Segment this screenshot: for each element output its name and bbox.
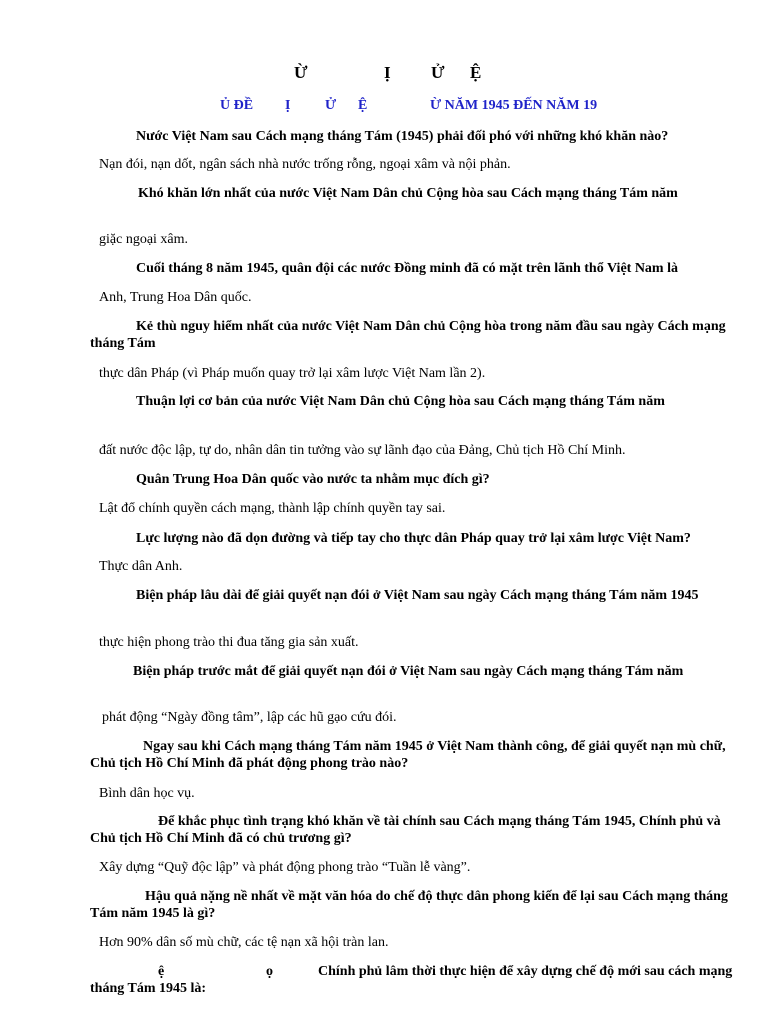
title-fragment-2: Ị	[384, 63, 391, 82]
answer-4: thực dân Pháp (vì Pháp muốn quay trở lại xâm lược Việt Nam lần 2).	[99, 366, 486, 381]
question-4: Kẻ thù nguy hiểm nhất của nước Việt Nam Dân chủ Cộng hòa trong năm đầu sau ngày Cách mạng tháng Tám	[90, 319, 726, 351]
question-1: Nước Việt Nam sau Cách mạng tháng Tám (1945) phải đối phó với những khó khăn nào?	[136, 129, 669, 144]
question-11: Để khắc phục tình trạng khó khăn về tài chính sau Cách mạng tháng Tám 1945, Chính phủ và Chủ tịch Hồ Chí Minh đã có chủ trương gì?	[90, 814, 721, 846]
question-9: Biện pháp trước mắt để giải quyết nạn đói ở Việt Nam sau ngày Cách mạng tháng Tám năm	[133, 664, 684, 679]
answer-11: Xây dựng “Quỹ độc lập” và phát động phong trào “Tuần lễ vàng”.	[99, 860, 471, 875]
title-fragment-4: Ệ	[470, 63, 482, 82]
subtitle-fragment-3: Ử	[325, 98, 337, 113]
question-13-fragment-1: ệ	[158, 964, 165, 979]
question-7: Lực lượng nào đã dọn đường và tiếp tay cho thực dân Pháp quay trở lại xâm lược Việt Nam?	[136, 531, 691, 546]
question-8: Biện pháp lâu dài để giải quyết nạn đói ở Việt Nam sau ngày Cách mạng tháng Tám năm 1945	[136, 588, 699, 603]
title-fragment-3: Ử	[431, 63, 445, 82]
title-fragment-1: Ừ	[294, 63, 308, 82]
subtitle-fragment-4: Ệ	[358, 98, 368, 113]
question-13-fragment-2: ọ	[266, 964, 273, 979]
subtitle-fragment-5: Ừ NĂM 1945 ĐẾN NĂM 19	[430, 98, 598, 113]
question-6: Quân Trung Hoa Dân quốc vào nước ta nhằm mục đích gì?	[136, 472, 490, 487]
question-3: Cuối tháng 8 năm 1945, quân đội các nước Đồng minh đã có mặt trên lãnh thổ Việt Nam là	[136, 261, 678, 276]
answer-1: Nạn đói, nạn dốt, ngân sách nhà nước trống rỗng, ngoại xâm và nội phản.	[99, 157, 511, 172]
answer-3: Anh, Trung Hoa Dân quốc.	[99, 290, 252, 305]
question-12: Hậu quả nặng nề nhất về mặt văn hóa do chế độ thực dân phong kiến để lại sau Cách mạng tháng Tám năm 1945 là gì?	[90, 889, 728, 921]
question-13: Chính phủ lâm thời thực hiện để xây dựng chế độ mới sau cách mạng tháng Tám 1945 là:	[90, 964, 733, 996]
answer-9: phát động “Ngày đồng tâm”, lập các hũ gạo cứu đói.	[102, 710, 397, 725]
answer-6: Lật đổ chính quyền cách mạng, thành lập chính quyền tay sai.	[99, 501, 446, 516]
answer-12: Hơn 90% dân số mù chữ, các tệ nạn xã hội tràn lan.	[99, 935, 389, 950]
answer-8: thực hiện phong trào thi đua tăng gia sản xuất.	[99, 635, 359, 650]
subtitle-fragment-1: Ủ ĐỀ	[220, 98, 254, 113]
answer-7: Thực dân Anh.	[99, 559, 183, 574]
question-10: Ngay sau khi Cách mạng tháng Tám năm 1945 ở Việt Nam thành công, để giải quyết nạn mù chữ, Chủ tịch Hồ Chí Minh đã phát động phong trào nào?	[90, 739, 726, 771]
subtitle-fragment-2: Ị	[285, 98, 291, 113]
answer-5: đất nước độc lập, tự do, nhân dân tin tưởng vào sự lãnh đạo của Đảng, Chủ tịch Hồ Chí Minh.	[99, 443, 626, 458]
question-2: Khó khăn lớn nhất của nước Việt Nam Dân chủ Cộng hòa sau Cách mạng tháng Tám năm	[138, 186, 678, 201]
answer-2: giặc ngoại xâm.	[99, 232, 189, 247]
question-5: Thuận lợi cơ bản của nước Việt Nam Dân chủ Cộng hòa sau Cách mạng tháng Tám năm	[136, 394, 665, 409]
answer-10: Bình dân học vụ.	[99, 786, 195, 801]
